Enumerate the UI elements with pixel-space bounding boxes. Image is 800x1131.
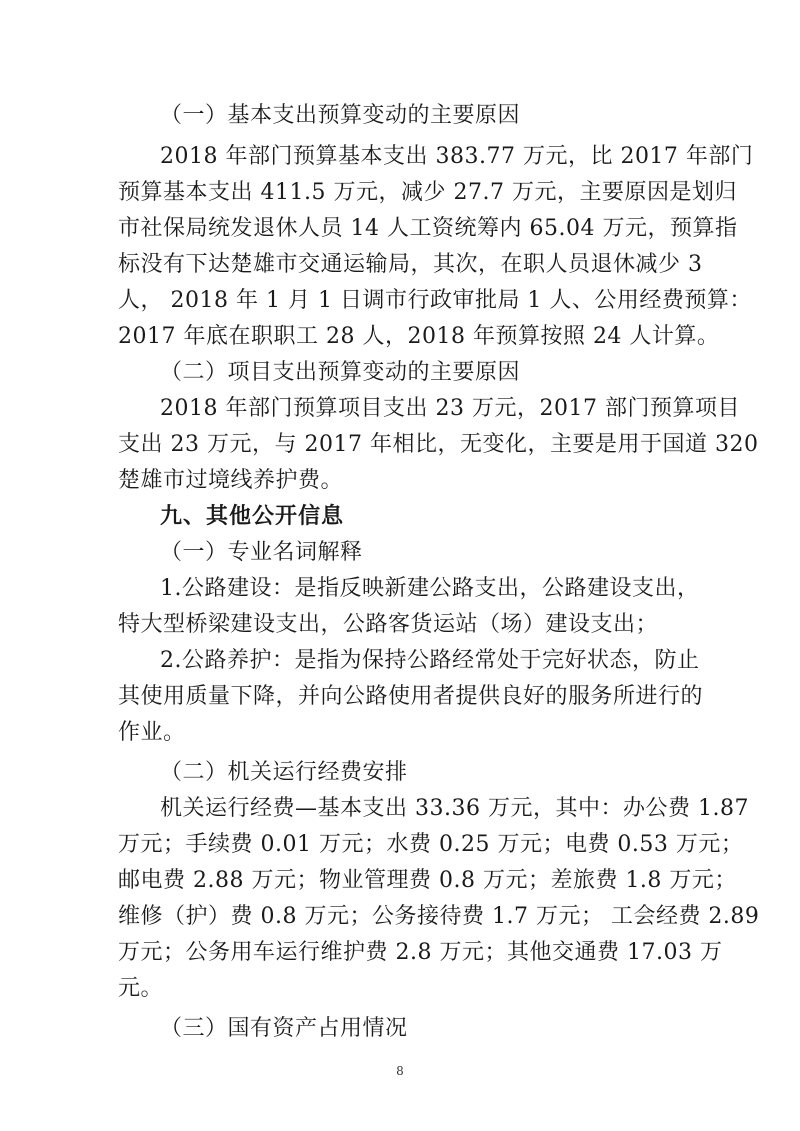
paragraph-line: 预算基本支出 411.5 万元，减少 27.7 万元，主要原因是划归	[118, 180, 737, 205]
paragraph-line: 标没有下达楚雄市交通运输局，其次，在职人员退休减少 3	[118, 252, 703, 277]
paragraph-line: 2018 年部门预算项目支出 23 万元，2017 部门预算项目	[160, 396, 740, 421]
paragraph-line: 元。	[118, 976, 164, 1001]
heading-other-public-info: 九、其他公开信息	[160, 504, 345, 529]
heading-state-assets: （三）国有资产占用情况	[160, 1016, 408, 1041]
paragraph-line: 作业。	[118, 720, 186, 745]
paragraph-line: 楚雄市过境线养护费。	[118, 468, 344, 493]
paragraph-line: 机关运行经费—基本支出 33.36 万元，其中：办公费 1.87	[160, 796, 749, 821]
paragraph-line: 2.公路养护：是指为保持公路经常处于完好状态，防止	[160, 648, 700, 673]
heading-project-expenditure-reason: （二）项目支出预算变动的主要原因	[160, 360, 521, 385]
paragraph-line: 2017 年底在职职工 28 人，2018 年预算按照 24 人计算。	[118, 324, 720, 349]
paragraph-line: 万元；手续费 0.01 万元；水费 0.25 万元；电费 0.53 万元；	[118, 832, 744, 857]
paragraph-line: 维修（护）费 0.8 万元；公务接待费 1.7 万元； 工会经费 2.89	[118, 904, 760, 929]
heading-basic-expenditure-reason: （一）基本支出预算变动的主要原因	[160, 103, 521, 128]
paragraph-line: 特大型桥梁建设支出，公路客货运站（场）建设支出；	[118, 612, 659, 637]
heading-operating-funds: （二）机关运行经费安排	[160, 760, 408, 785]
paragraph-line: 2018 年部门预算基本支出 383.77 万元，比 2017 年部门	[160, 144, 754, 169]
heading-term-explanations: （一）专业名词解释	[160, 540, 363, 565]
paragraph-line: 人， 2018 年 1 月 1 日调市行政审批局 1 人、公用经费预算：	[118, 288, 752, 313]
page-number: 8	[396, 1064, 404, 1078]
paragraph-line: 其使用质量下降，并向公路使用者提供良好的服务所进行的	[118, 684, 704, 709]
paragraph-line: 支出 23 万元，与 2017 年相比，无变化，主要是用于国道 320	[118, 432, 759, 457]
paragraph-line: 1.公路建设：是指反映新建公路支出，公路建设支出，	[160, 576, 700, 601]
paragraph-line: 邮电费 2.88 万元；物业管理费 0.8 万元；差旅费 1.8 万元；	[118, 868, 737, 893]
paragraph-line: 万元；公务用车运行维护费 2.8 万元；其他交通费 17.03 万	[118, 940, 723, 965]
paragraph-line: 市社保局统发退休人员 14 人工资统筹内 65.04 万元，预算指	[118, 216, 738, 241]
